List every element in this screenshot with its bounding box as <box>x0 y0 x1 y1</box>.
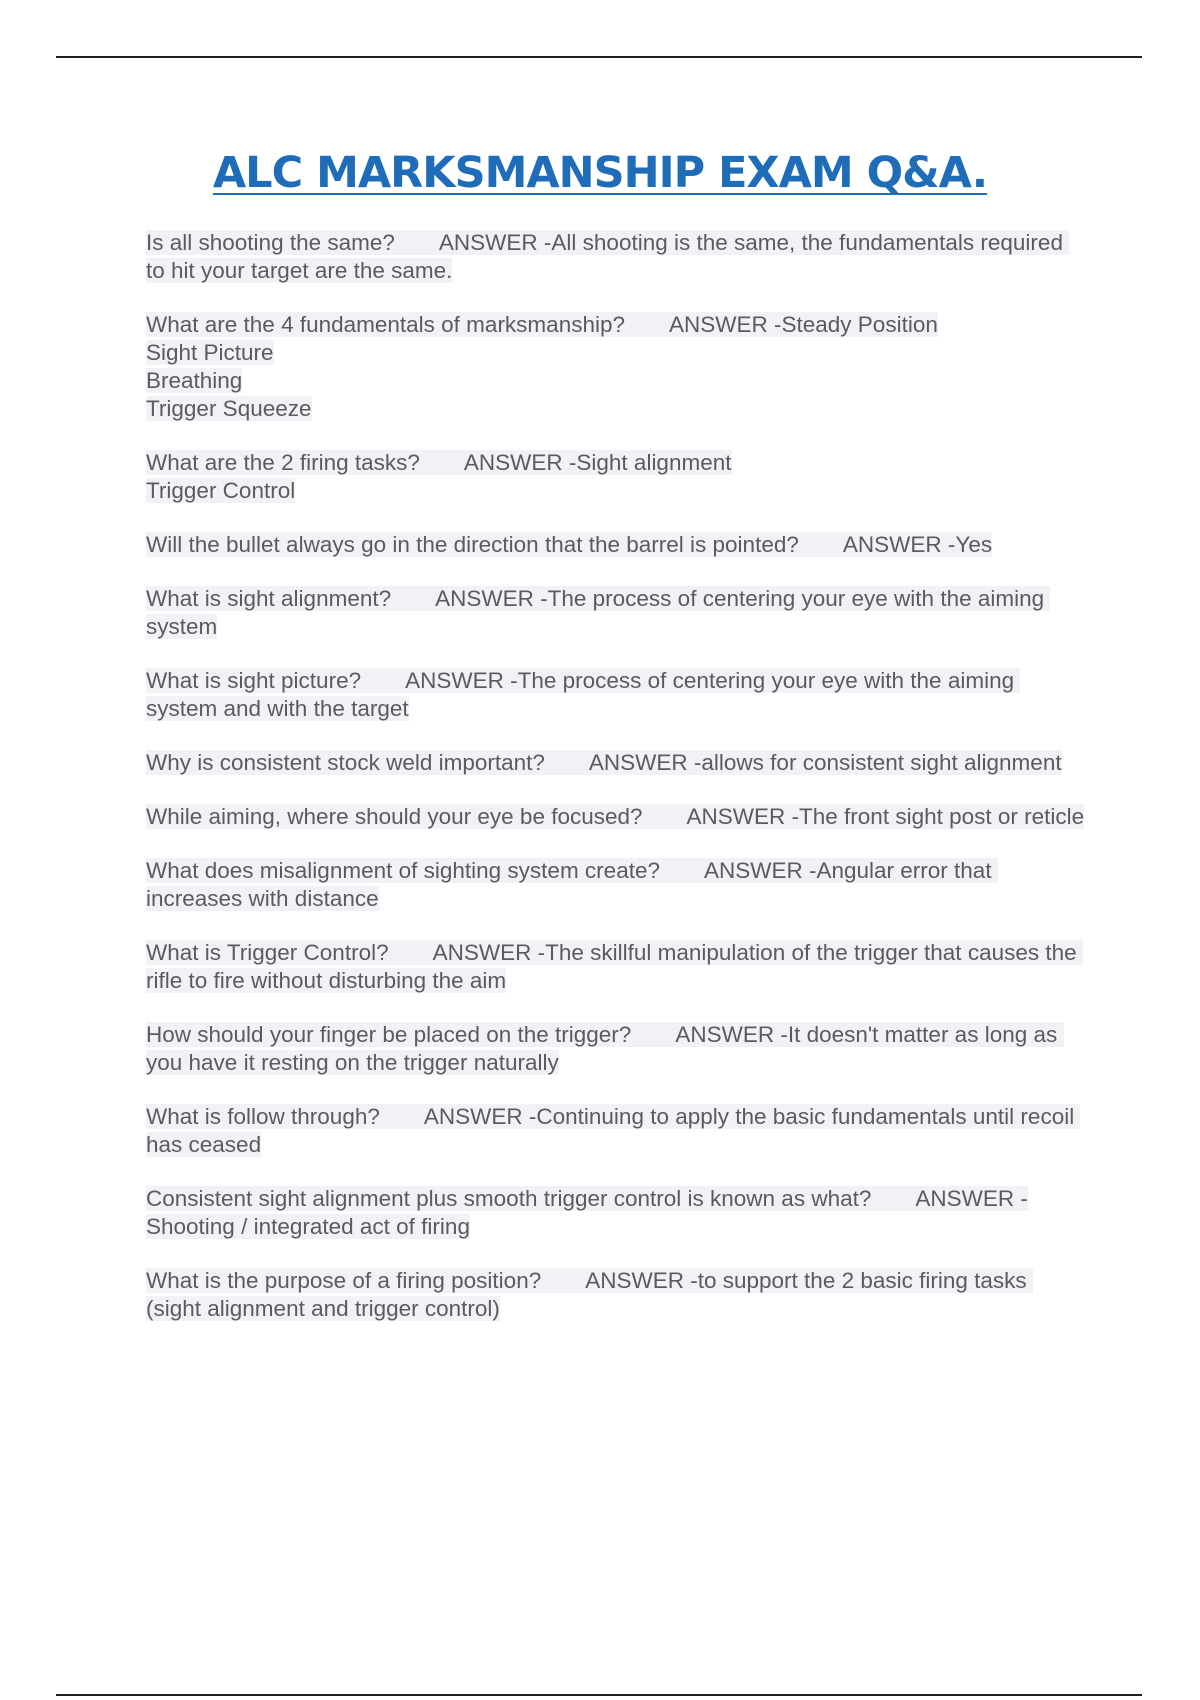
qa-question: Is all shooting the same? <box>146 230 395 255</box>
qa-item <box>146 449 1086 505</box>
qa-answer-line: Sight Picture <box>146 340 274 365</box>
qa-answer-line: ANSWER -Shooting / integrated act of firing <box>146 1186 1028 1239</box>
qa-item <box>146 1103 1086 1159</box>
qa-item <box>146 667 1086 723</box>
qa-answer-line: ANSWER -Sight alignment <box>463 450 732 475</box>
qa-question: What is follow through? <box>146 1104 380 1129</box>
qa-item <box>146 803 1086 831</box>
document-title <box>0 148 1200 198</box>
qa-answer-line: ANSWER -allows for consistent sight alignment <box>588 750 1062 775</box>
qa-answer-line: Breathing <box>146 368 243 393</box>
qa-answer-line: ANSWER -Angular error that increases with distance <box>146 858 998 911</box>
qa-answer-line: ANSWER -All shooting is the same, the fundamentals required to hit your target are the same. <box>146 230 1070 283</box>
qa-question: Consistent sight alignment plus smooth trigger control is known as what? <box>146 1186 872 1211</box>
qa-item <box>146 531 1086 559</box>
qa-answer-line: ANSWER -The process of centering your eye with the aiming system <box>146 586 1051 639</box>
qa-answer-line: Trigger Control <box>146 478 296 503</box>
qa-question: What is Trigger Control? <box>146 940 389 965</box>
qa-answer-line: ANSWER -The front sight post or reticle <box>686 804 1085 829</box>
qa-list <box>146 229 1086 1349</box>
qa-item <box>146 229 1086 285</box>
document-title-text: ALC MARKSMANSHIP EXAM Q&A. <box>212 148 988 198</box>
qa-question: What is sight picture? <box>146 668 362 693</box>
qa-answer-line: ANSWER -to support the 2 basic firing tasks (sight alignment and trigger control) <box>146 1268 1033 1321</box>
qa-question: What are the 4 fundamentals of marksmanship? <box>146 312 625 337</box>
qa-question: How should your finger be placed on the trigger? <box>146 1022 632 1047</box>
qa-item <box>146 1185 1086 1241</box>
qa-question: What is the purpose of a firing position? <box>146 1268 542 1293</box>
qa-answer-line: Trigger Squeeze <box>146 396 312 421</box>
qa-question: What are the 2 firing tasks? <box>146 450 420 475</box>
qa-item <box>146 1267 1086 1323</box>
qa-answer-line: ANSWER -The skillful manipulation of the trigger that causes the rifle to fire without disturbing the aim <box>146 940 1083 993</box>
qa-item <box>146 585 1086 641</box>
qa-answer-line: ANSWER -Steady Position <box>669 312 938 337</box>
qa-answer-line: ANSWER -Continuing to apply the basic fundamentals until recoil has ceased <box>146 1104 1081 1157</box>
qa-item <box>146 1021 1086 1077</box>
bottom-rule <box>56 1694 1142 1696</box>
qa-question: Why is consistent stock weld important? <box>146 750 545 775</box>
qa-answer-line: ANSWER -The process of centering your eye with the aiming system and with the target <box>146 668 1021 721</box>
qa-question: What does misalignment of sighting system create? <box>146 858 660 883</box>
qa-item <box>146 311 1086 423</box>
qa-item <box>146 857 1086 913</box>
qa-question: What is sight alignment? <box>146 586 392 611</box>
qa-question: While aiming, where should your eye be focused? <box>146 804 643 829</box>
qa-answer-line: ANSWER -Yes <box>842 532 993 557</box>
qa-item <box>146 939 1086 995</box>
qa-item <box>146 749 1086 777</box>
qa-answer-line: ANSWER -It doesn't matter as long as you have it resting on the trigger naturally <box>146 1022 1064 1075</box>
qa-question: Will the bullet always go in the direction that the barrel is pointed? <box>146 532 799 557</box>
top-rule <box>56 56 1142 58</box>
